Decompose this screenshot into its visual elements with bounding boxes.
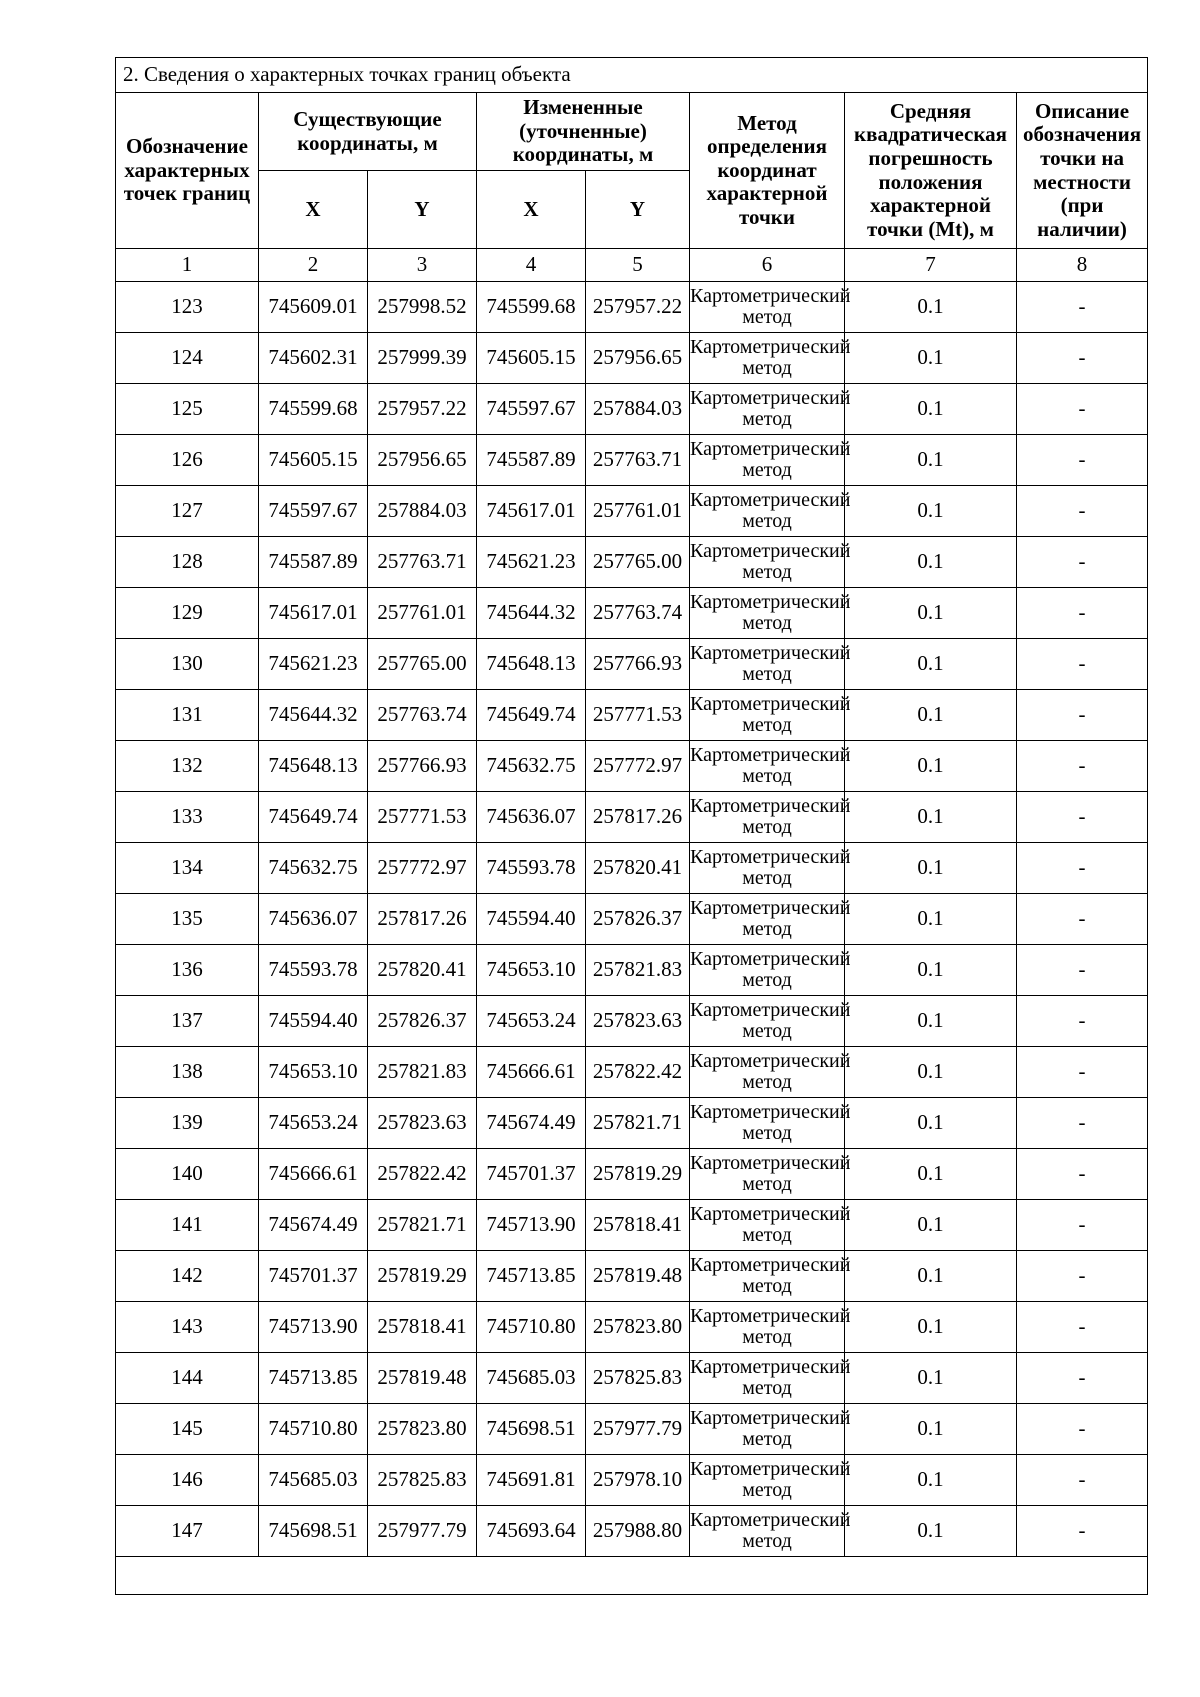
- existing-x-cell: 745653.24: [259, 1098, 368, 1149]
- description-cell: -: [1017, 384, 1148, 435]
- error-cell: 0.1: [845, 1047, 1017, 1098]
- error-cell: 0.1: [845, 1098, 1017, 1149]
- changed-y-cell: 257766.93: [586, 639, 690, 690]
- description-cell: -: [1017, 843, 1148, 894]
- method-cell: Картометрический метод: [690, 1251, 845, 1302]
- changed-x-cell: 745701.37: [477, 1149, 586, 1200]
- method-cell: Картометрический метод: [690, 996, 845, 1047]
- point-designation-cell: 125: [116, 384, 259, 435]
- point-designation-cell: 144: [116, 1353, 259, 1404]
- existing-y-cell: 257763.71: [368, 537, 477, 588]
- existing-y-cell: 257766.93: [368, 741, 477, 792]
- existing-x-cell: 745617.01: [259, 588, 368, 639]
- changed-x-cell: 745594.40: [477, 894, 586, 945]
- existing-y-cell: 257818.41: [368, 1302, 477, 1353]
- description-cell: -: [1017, 1302, 1148, 1353]
- changed-x-cell: 745710.80: [477, 1302, 586, 1353]
- point-designation-cell: 128: [116, 537, 259, 588]
- method-cell: Картометрический метод: [690, 282, 845, 333]
- method-cell: Картометрический метод: [690, 1149, 845, 1200]
- existing-x-cell: 745713.90: [259, 1302, 368, 1353]
- table-row: [116, 1149, 1148, 1200]
- header-changed-coords: Измененные (уточненные) координаты, м: [477, 93, 690, 171]
- boundary-points-table: [115, 57, 1148, 1595]
- existing-x-cell: 745649.74: [259, 792, 368, 843]
- table-row: [116, 486, 1148, 537]
- existing-y-cell: 257823.80: [368, 1404, 477, 1455]
- table-row: [116, 384, 1148, 435]
- table-row: [116, 1098, 1148, 1149]
- method-cell: Картометрический метод: [690, 945, 845, 996]
- point-designation-cell: 126: [116, 435, 259, 486]
- point-designation-cell: 139: [116, 1098, 259, 1149]
- changed-x-cell: 745636.07: [477, 792, 586, 843]
- table-row: [116, 843, 1148, 894]
- changed-y-cell: 257823.80: [586, 1302, 690, 1353]
- description-cell: -: [1017, 486, 1148, 537]
- existing-y-cell: 257765.00: [368, 639, 477, 690]
- header-existing-y: Y: [368, 171, 477, 249]
- changed-y-cell: 257763.71: [586, 435, 690, 486]
- error-cell: 0.1: [845, 588, 1017, 639]
- error-cell: 0.1: [845, 894, 1017, 945]
- header-method: Метод определения координат характерной точки: [690, 93, 845, 249]
- error-cell: 0.1: [845, 843, 1017, 894]
- description-cell: -: [1017, 1200, 1148, 1251]
- document-sheet: [115, 57, 1147, 1595]
- changed-x-cell: 745593.78: [477, 843, 586, 894]
- existing-y-cell: 257761.01: [368, 588, 477, 639]
- description-cell: -: [1017, 792, 1148, 843]
- changed-y-cell: 257988.80: [586, 1506, 690, 1557]
- table-row: [116, 1506, 1148, 1557]
- method-cell: Картометрический метод: [690, 384, 845, 435]
- description-cell: -: [1017, 1506, 1148, 1557]
- description-cell: -: [1017, 435, 1148, 486]
- table-row: [116, 1200, 1148, 1251]
- changed-x-cell: 745698.51: [477, 1404, 586, 1455]
- table-row: [116, 792, 1148, 843]
- existing-y-cell: 257772.97: [368, 843, 477, 894]
- description-cell: -: [1017, 1404, 1148, 1455]
- point-designation-cell: 137: [116, 996, 259, 1047]
- changed-x-cell: 745674.49: [477, 1098, 586, 1149]
- existing-y-cell: 257999.39: [368, 333, 477, 384]
- existing-y-cell: 257823.63: [368, 1098, 477, 1149]
- error-cell: 0.1: [845, 792, 1017, 843]
- existing-y-cell: 257817.26: [368, 894, 477, 945]
- point-designation-cell: 123: [116, 282, 259, 333]
- existing-x-cell: 745710.80: [259, 1404, 368, 1455]
- description-cell: -: [1017, 333, 1148, 384]
- table-row: [116, 1455, 1148, 1506]
- changed-x-cell: 745621.23: [477, 537, 586, 588]
- changed-y-cell: 257823.63: [586, 996, 690, 1047]
- header-point-designation: Обозначение характерных точек границ: [116, 93, 259, 249]
- existing-x-cell: 745713.85: [259, 1353, 368, 1404]
- point-designation-cell: 143: [116, 1302, 259, 1353]
- empty-footer-row: [116, 1557, 1148, 1595]
- existing-y-cell: 257822.42: [368, 1149, 477, 1200]
- changed-y-cell: 257765.00: [586, 537, 690, 588]
- point-designation-cell: 127: [116, 486, 259, 537]
- changed-y-cell: 257821.83: [586, 945, 690, 996]
- existing-y-cell: 257998.52: [368, 282, 477, 333]
- method-cell: Картометрический метод: [690, 333, 845, 384]
- existing-y-cell: 257884.03: [368, 486, 477, 537]
- error-cell: 0.1: [845, 1353, 1017, 1404]
- existing-y-cell: 257825.83: [368, 1455, 477, 1506]
- error-cell: 0.1: [845, 1404, 1017, 1455]
- description-cell: -: [1017, 996, 1148, 1047]
- existing-y-cell: 257763.74: [368, 690, 477, 741]
- changed-x-cell: 745648.13: [477, 639, 586, 690]
- description-cell: -: [1017, 741, 1148, 792]
- column-number-row: [116, 249, 1148, 282]
- point-designation-cell: 133: [116, 792, 259, 843]
- point-designation-cell: 130: [116, 639, 259, 690]
- method-cell: Картометрический метод: [690, 894, 845, 945]
- table-row: [116, 1302, 1148, 1353]
- description-cell: -: [1017, 1455, 1148, 1506]
- existing-x-cell: 745666.61: [259, 1149, 368, 1200]
- point-designation-cell: 145: [116, 1404, 259, 1455]
- changed-y-cell: 257771.53: [586, 690, 690, 741]
- method-cell: Картометрический метод: [690, 1404, 845, 1455]
- changed-y-cell: 257819.48: [586, 1251, 690, 1302]
- description-cell: -: [1017, 945, 1148, 996]
- method-cell: Картометрический метод: [690, 1455, 845, 1506]
- table-row: [116, 690, 1148, 741]
- changed-x-cell: 745644.32: [477, 588, 586, 639]
- description-cell: -: [1017, 1047, 1148, 1098]
- error-cell: 0.1: [845, 639, 1017, 690]
- description-cell: -: [1017, 1353, 1148, 1404]
- header-existing-x: X: [259, 171, 368, 249]
- existing-x-cell: 745602.31: [259, 333, 368, 384]
- existing-x-cell: 745632.75: [259, 843, 368, 894]
- error-cell: 0.1: [845, 1251, 1017, 1302]
- error-cell: 0.1: [845, 1149, 1017, 1200]
- point-designation-cell: 142: [116, 1251, 259, 1302]
- existing-y-cell: 257819.29: [368, 1251, 477, 1302]
- point-designation-cell: 141: [116, 1200, 259, 1251]
- existing-x-cell: 745685.03: [259, 1455, 368, 1506]
- section-title: 2. Сведения о характерных точках границ объекта: [116, 58, 1148, 93]
- changed-y-cell: 257978.10: [586, 1455, 690, 1506]
- existing-x-cell: 745599.68: [259, 384, 368, 435]
- method-cell: Картометрический метод: [690, 639, 845, 690]
- column-number: 3: [368, 249, 477, 282]
- point-designation-cell: 138: [116, 1047, 259, 1098]
- changed-y-cell: 257822.42: [586, 1047, 690, 1098]
- changed-x-cell: 745599.68: [477, 282, 586, 333]
- method-cell: Картометрический метод: [690, 792, 845, 843]
- changed-y-cell: 257772.97: [586, 741, 690, 792]
- method-cell: Картометрический метод: [690, 1353, 845, 1404]
- existing-x-cell: 745701.37: [259, 1251, 368, 1302]
- error-cell: 0.1: [845, 435, 1017, 486]
- changed-x-cell: 745597.67: [477, 384, 586, 435]
- changed-y-cell: 257825.83: [586, 1353, 690, 1404]
- header-changed-x: X: [477, 171, 586, 249]
- changed-y-cell: 257821.71: [586, 1098, 690, 1149]
- method-cell: Картометрический метод: [690, 690, 845, 741]
- changed-x-cell: 745649.74: [477, 690, 586, 741]
- description-cell: -: [1017, 639, 1148, 690]
- header-description: Описание обозначения точки на местности (при наличии): [1017, 93, 1148, 249]
- point-designation-cell: 136: [116, 945, 259, 996]
- changed-y-cell: 257763.74: [586, 588, 690, 639]
- point-designation-cell: 131: [116, 690, 259, 741]
- header-error: Средняя квадратическая погрешность положения характерной точки (Mt), м: [845, 93, 1017, 249]
- table-row: [116, 945, 1148, 996]
- empty-footer-cell: [116, 1557, 1148, 1595]
- point-designation-cell: 146: [116, 1455, 259, 1506]
- method-cell: Картометрический метод: [690, 1200, 845, 1251]
- changed-y-cell: 257820.41: [586, 843, 690, 894]
- changed-x-cell: 745587.89: [477, 435, 586, 486]
- error-cell: 0.1: [845, 945, 1017, 996]
- description-cell: -: [1017, 1251, 1148, 1302]
- point-designation-cell: 134: [116, 843, 259, 894]
- changed-x-cell: 745653.24: [477, 996, 586, 1047]
- error-cell: 0.1: [845, 1302, 1017, 1353]
- changed-y-cell: 257884.03: [586, 384, 690, 435]
- table-row: [116, 996, 1148, 1047]
- existing-y-cell: 257819.48: [368, 1353, 477, 1404]
- error-cell: 0.1: [845, 537, 1017, 588]
- method-cell: Картометрический метод: [690, 1506, 845, 1557]
- error-cell: 0.1: [845, 741, 1017, 792]
- changed-y-cell: 257977.79: [586, 1404, 690, 1455]
- method-cell: Картометрический метод: [690, 1302, 845, 1353]
- changed-x-cell: 745653.10: [477, 945, 586, 996]
- method-cell: Картометрический метод: [690, 843, 845, 894]
- error-cell: 0.1: [845, 486, 1017, 537]
- method-cell: Картометрический метод: [690, 486, 845, 537]
- table-row: [116, 894, 1148, 945]
- changed-x-cell: 745666.61: [477, 1047, 586, 1098]
- existing-y-cell: 257977.79: [368, 1506, 477, 1557]
- table-row: [116, 1404, 1148, 1455]
- existing-x-cell: 745609.01: [259, 282, 368, 333]
- table-row: [116, 435, 1148, 486]
- table-body: [116, 282, 1148, 1557]
- table-row: [116, 282, 1148, 333]
- error-cell: 0.1: [845, 996, 1017, 1047]
- existing-y-cell: 257821.83: [368, 1047, 477, 1098]
- column-number: 6: [690, 249, 845, 282]
- method-cell: Картометрический метод: [690, 537, 845, 588]
- changed-x-cell: 745693.64: [477, 1506, 586, 1557]
- error-cell: 0.1: [845, 384, 1017, 435]
- existing-x-cell: 745636.07: [259, 894, 368, 945]
- method-cell: Картометрический метод: [690, 1098, 845, 1149]
- method-cell: Картометрический метод: [690, 588, 845, 639]
- existing-x-cell: 745597.67: [259, 486, 368, 537]
- point-designation-cell: 140: [116, 1149, 259, 1200]
- existing-x-cell: 745644.32: [259, 690, 368, 741]
- existing-x-cell: 745653.10: [259, 1047, 368, 1098]
- point-designation-cell: 129: [116, 588, 259, 639]
- table-row: [116, 333, 1148, 384]
- changed-y-cell: 257957.22: [586, 282, 690, 333]
- existing-x-cell: 745587.89: [259, 537, 368, 588]
- method-cell: Картометрический метод: [690, 741, 845, 792]
- changed-y-cell: 257761.01: [586, 486, 690, 537]
- column-number: 2: [259, 249, 368, 282]
- column-number: 7: [845, 249, 1017, 282]
- description-cell: -: [1017, 1149, 1148, 1200]
- point-designation-cell: 132: [116, 741, 259, 792]
- existing-x-cell: 745594.40: [259, 996, 368, 1047]
- table-row: [116, 1251, 1148, 1302]
- error-cell: 0.1: [845, 282, 1017, 333]
- existing-y-cell: 257956.65: [368, 435, 477, 486]
- column-number: 4: [477, 249, 586, 282]
- existing-y-cell: 257820.41: [368, 945, 477, 996]
- existing-x-cell: 745674.49: [259, 1200, 368, 1251]
- method-cell: Картометрический метод: [690, 435, 845, 486]
- changed-y-cell: 257817.26: [586, 792, 690, 843]
- table-row: [116, 1047, 1148, 1098]
- error-cell: 0.1: [845, 1200, 1017, 1251]
- existing-y-cell: 257826.37: [368, 996, 477, 1047]
- existing-y-cell: 257771.53: [368, 792, 477, 843]
- existing-x-cell: 745621.23: [259, 639, 368, 690]
- column-number: 8: [1017, 249, 1148, 282]
- table-row: [116, 1353, 1148, 1404]
- description-cell: -: [1017, 588, 1148, 639]
- header-changed-y: Y: [586, 171, 690, 249]
- existing-y-cell: 257821.71: [368, 1200, 477, 1251]
- existing-x-cell: 745648.13: [259, 741, 368, 792]
- point-designation-cell: 147: [116, 1506, 259, 1557]
- existing-x-cell: 745593.78: [259, 945, 368, 996]
- existing-x-cell: 745605.15: [259, 435, 368, 486]
- error-cell: 0.1: [845, 333, 1017, 384]
- table-row: [116, 537, 1148, 588]
- changed-y-cell: 257819.29: [586, 1149, 690, 1200]
- description-cell: -: [1017, 537, 1148, 588]
- changed-y-cell: 257826.37: [586, 894, 690, 945]
- point-designation-cell: 124: [116, 333, 259, 384]
- description-cell: -: [1017, 690, 1148, 741]
- table-row: [116, 588, 1148, 639]
- table-row: [116, 639, 1148, 690]
- description-cell: -: [1017, 282, 1148, 333]
- point-designation-cell: 135: [116, 894, 259, 945]
- changed-x-cell: 745632.75: [477, 741, 586, 792]
- changed-x-cell: 745617.01: [477, 486, 586, 537]
- error-cell: 0.1: [845, 1455, 1017, 1506]
- method-cell: Картометрический метод: [690, 1047, 845, 1098]
- changed-x-cell: 745713.85: [477, 1251, 586, 1302]
- error-cell: 0.1: [845, 1506, 1017, 1557]
- column-number: 5: [586, 249, 690, 282]
- existing-y-cell: 257957.22: [368, 384, 477, 435]
- error-cell: 0.1: [845, 690, 1017, 741]
- header-existing-coords: Существующие координаты, м: [259, 93, 477, 171]
- changed-x-cell: 745605.15: [477, 333, 586, 384]
- changed-y-cell: 257956.65: [586, 333, 690, 384]
- description-cell: -: [1017, 1098, 1148, 1149]
- changed-y-cell: 257818.41: [586, 1200, 690, 1251]
- existing-x-cell: 745698.51: [259, 1506, 368, 1557]
- changed-x-cell: 745713.90: [477, 1200, 586, 1251]
- changed-x-cell: 745691.81: [477, 1455, 586, 1506]
- column-number: 1: [116, 249, 259, 282]
- table-row: [116, 741, 1148, 792]
- description-cell: -: [1017, 894, 1148, 945]
- changed-x-cell: 745685.03: [477, 1353, 586, 1404]
